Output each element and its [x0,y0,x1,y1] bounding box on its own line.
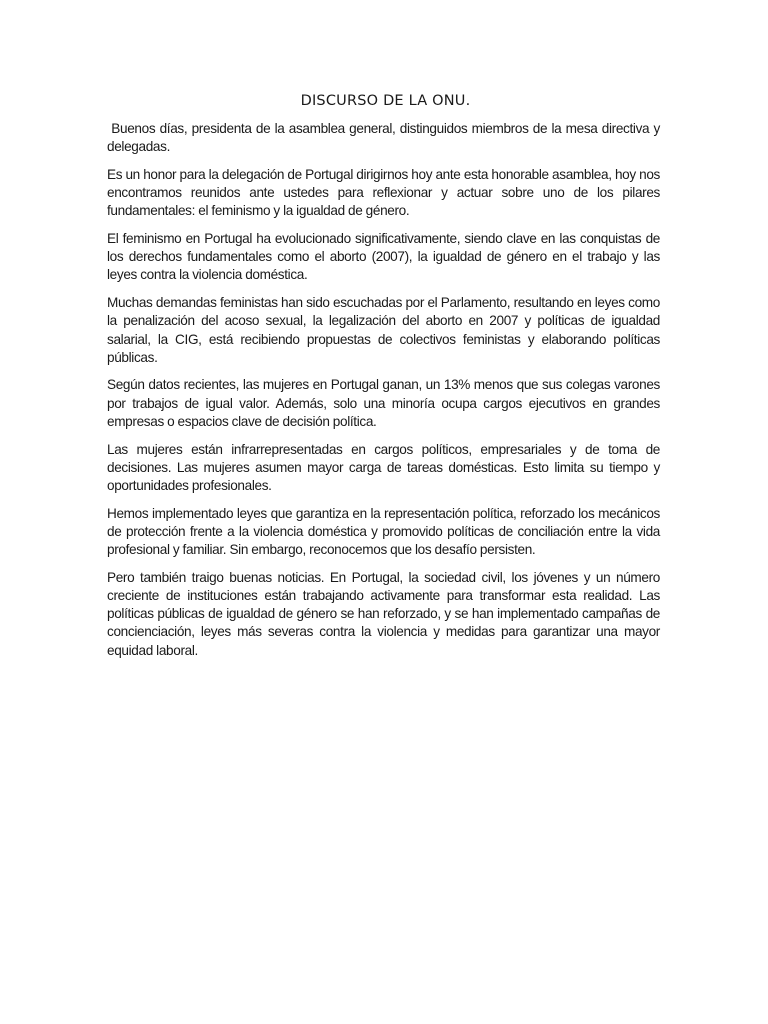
paragraph-implemented-laws: Hemos implementado leyes que garantiza en la representación política, reforzado los mecánicos de protección frente a la violencia doméstica y promovido políticas de conciliación entre la vida profesional y familiar. Sin embargo, reconocemos que los desafío persisten. [107,505,660,558]
document-body [107,92,664,669]
paragraph-good-news: Pero también traigo buenas noticias. En Portugal, la sociedad civil, los jóvenes y un número creciente de instituciones están trabajando activamente para transformar esta realidad. Las políticas públicas de igualdad de género se han reforzado, y se han implementado campañas de concienciación, leyes más severas contra la violencia y medidas para garantizar una mayor equidad laboral. [107,569,660,658]
paragraph-greeting: Buenos días, presidenta de la asamblea general, distinguidos miembros de la mesa directiva y delegadas. [107,121,664,155]
paragraph-introduction: Es un honor para la delegación de Portugal dirigirnos hoy ante esta honorable asamblea, hoy nos encontramos reunidos ante ustedes para reflexionar y actuar sobre uno de los pilares fundamentales: el feminismo y la igualdad de género. [107,166,660,219]
document-title: DISCURSO DE LA ONU. [300,93,471,109]
paragraph-feminism-evolution: El feminismo en Portugal ha evolucionado significativamente, siendo clave en las conquistas de los derechos fundamentales como el aborto (2007), la igualdad de género en el trabajo y las leyes contra la violencia doméstica. [107,231,660,283]
paragraph-wage-gap: Según datos recientes, las mujeres en Portugal ganan, un 13% menos que sus colegas varones por trabajos de igual valor. Además, solo una minoría ocupa cargos ejecutivos en grandes empresas o espacios clave de decisión política. [107,377,660,429]
paragraph-parliament-demands: Muchas demandas feministas han sido escuchadas por el Parlamento, resultando en leyes como la penalización del acoso sexual, la legalización del aborto en 2007 y políticas de igualdad salarial, la CIG, está recibiendo propuestas de colectivos feministas y elaborando políticas públicas. [107,295,660,365]
paragraph-underrepresentation: Las mujeres están infrarrepresentadas en cargos políticos, empresariales y de toma de decisiones. Las mujeres asumen mayor carga de tareas domésticas. Esto limita su tiempo y oportunidades profesionales. [107,441,660,493]
